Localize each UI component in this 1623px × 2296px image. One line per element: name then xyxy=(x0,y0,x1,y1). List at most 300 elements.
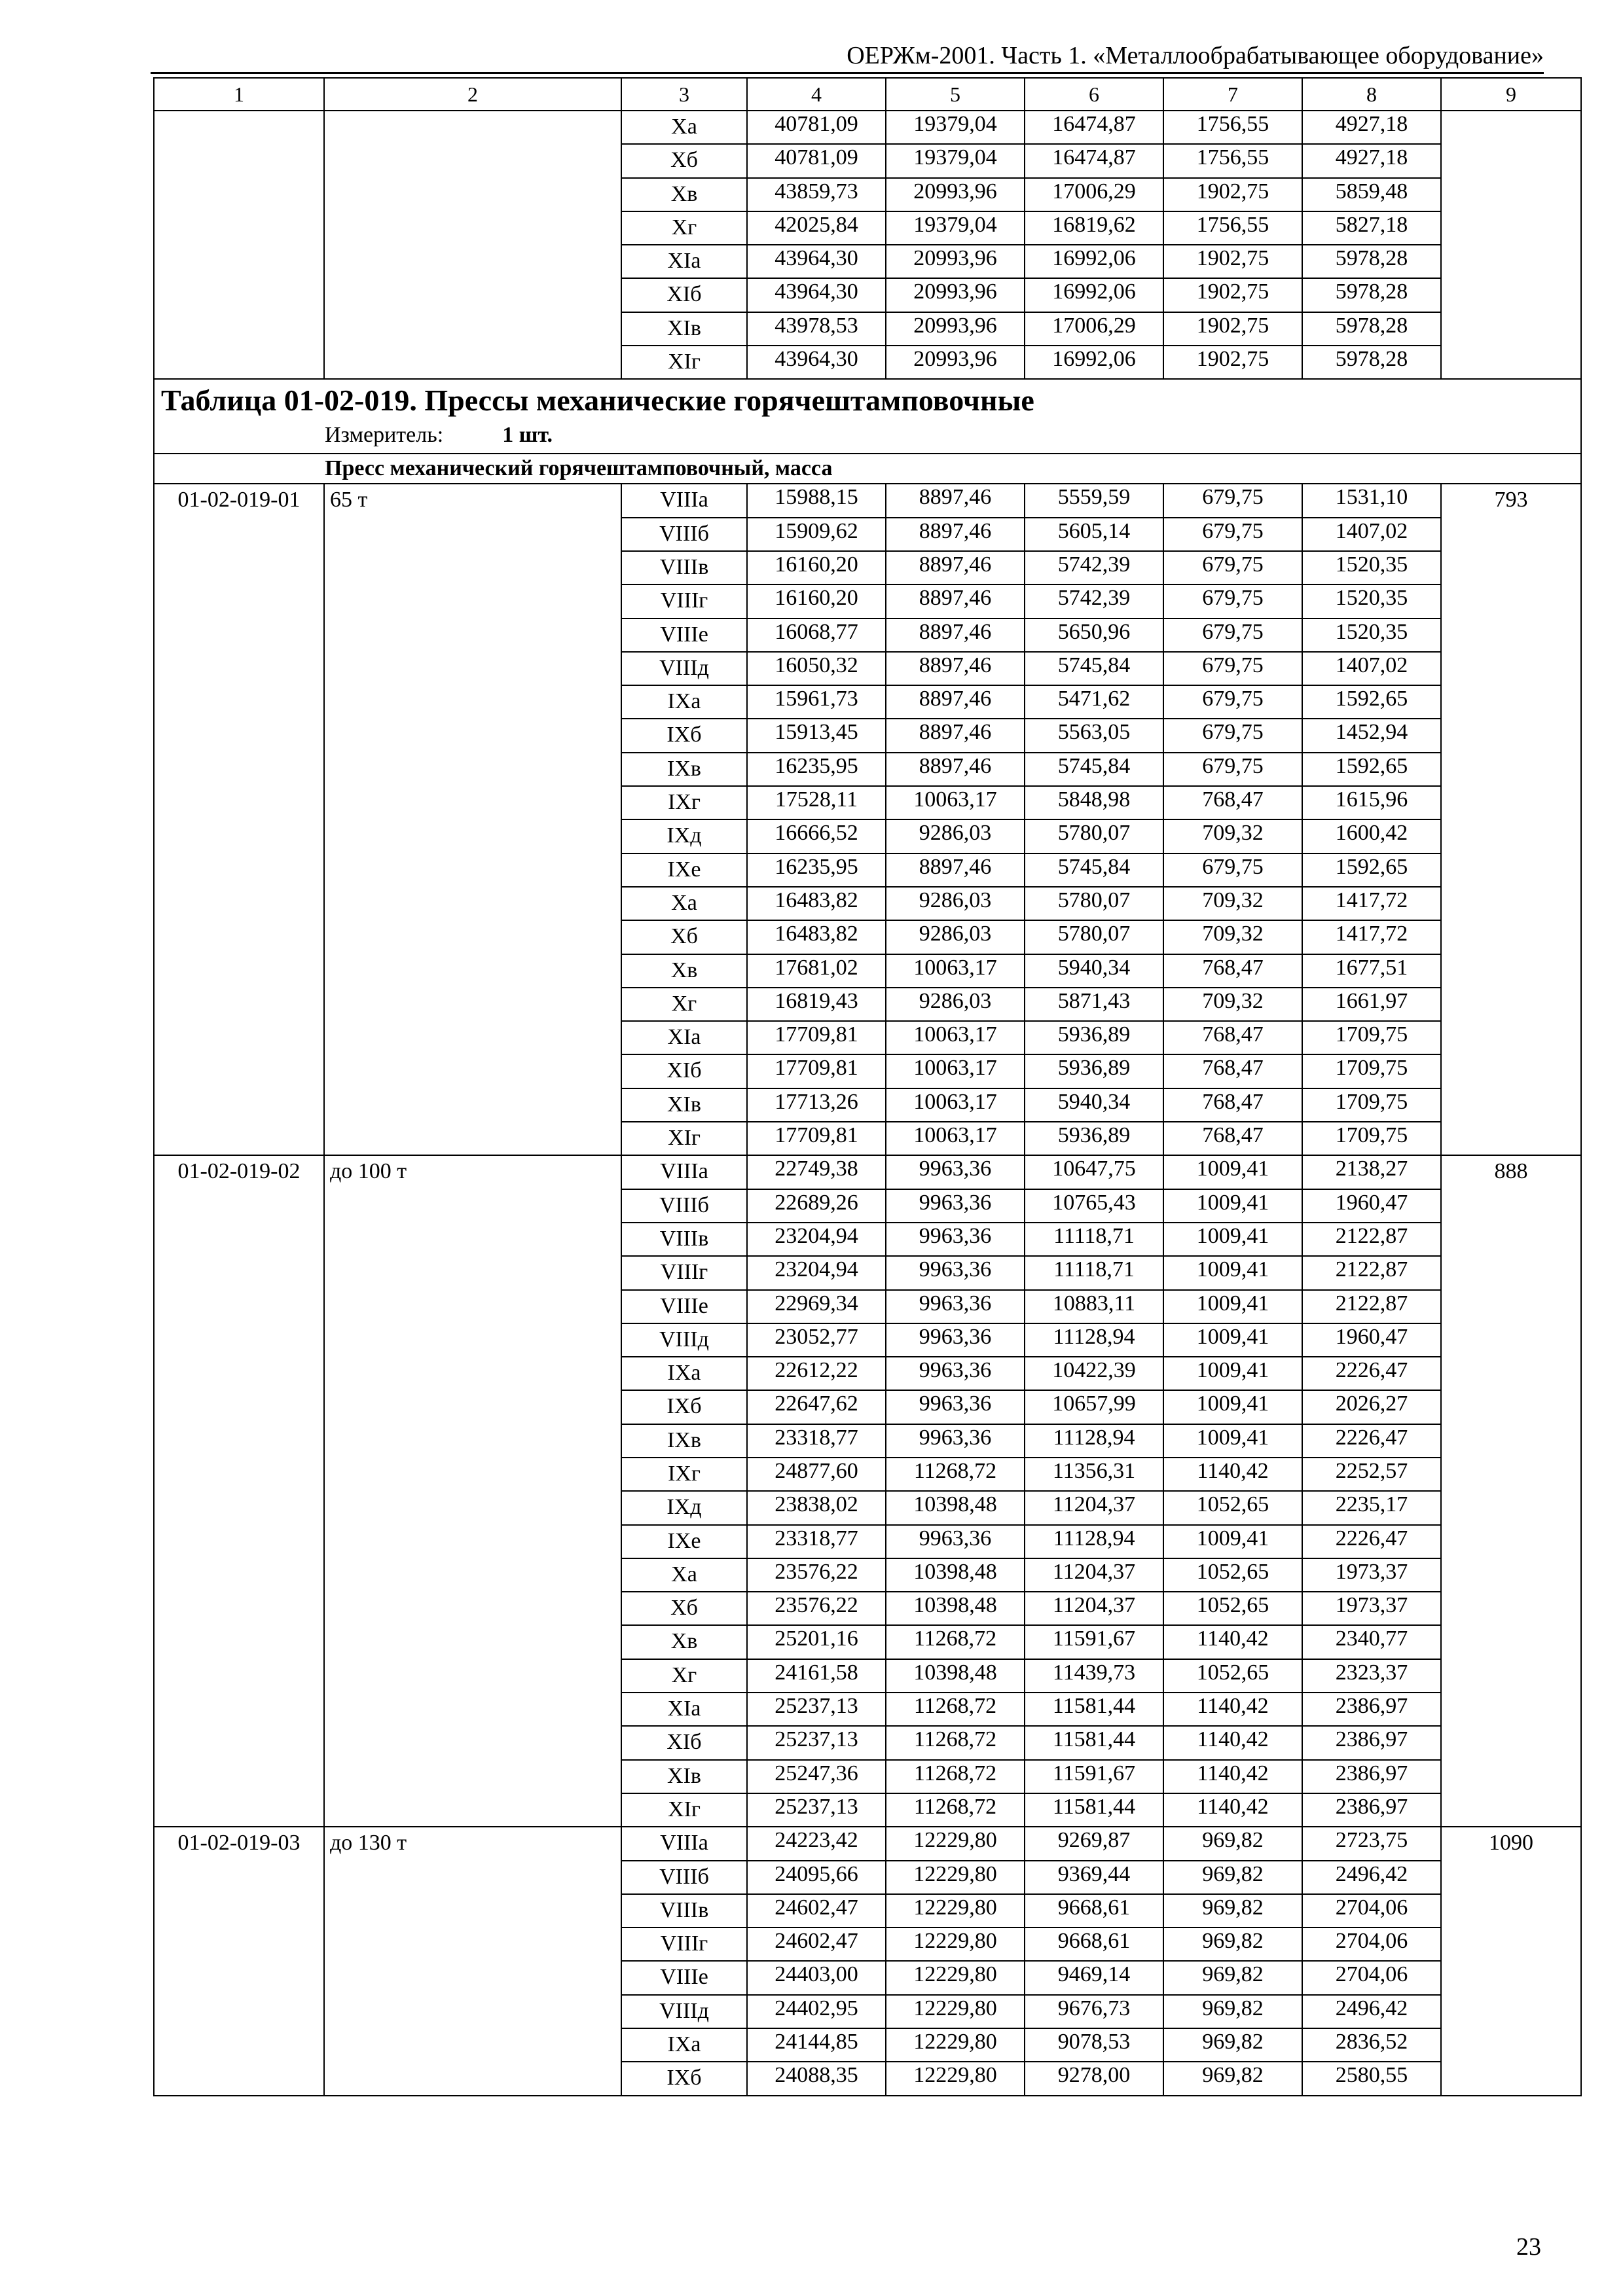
value-cell: 9963,36 xyxy=(886,1223,1025,1256)
value-cell: 768,47 xyxy=(1163,1021,1302,1054)
category-cell: VIIIе xyxy=(621,1961,747,1994)
value-cell: 1520,35 xyxy=(1302,551,1441,584)
value-cell: 969,82 xyxy=(1163,1894,1302,1928)
value-cell: 11581,44 xyxy=(1025,1793,1163,1827)
value-cell: 22689,26 xyxy=(747,1189,886,1223)
value-cell: 9676,73 xyxy=(1025,1995,1163,2028)
value-cell: 11204,37 xyxy=(1025,1491,1163,1524)
value-cell: 768,47 xyxy=(1163,786,1302,819)
value-cell: 22647,62 xyxy=(747,1390,886,1424)
header-rule xyxy=(151,72,1544,74)
value-cell: 22969,34 xyxy=(747,1290,886,1323)
value-cell: 1709,75 xyxy=(1302,1122,1441,1155)
column-number-row xyxy=(154,78,1581,111)
category-cell: Xа xyxy=(621,887,747,920)
category-cell: XIа xyxy=(621,245,747,278)
column-number: 5 xyxy=(886,78,1025,111)
value-cell: 15961,73 xyxy=(747,685,886,719)
value-cell: 679,75 xyxy=(1163,652,1302,685)
category-cell: XIа xyxy=(621,1021,747,1054)
value-cell: 16235,95 xyxy=(747,753,886,786)
value-cell: 1452,94 xyxy=(1302,719,1441,752)
value-cell: 2323,37 xyxy=(1302,1659,1441,1693)
column-number: 2 xyxy=(324,78,621,111)
name-cell: до 100 т xyxy=(324,1155,621,1827)
value-cell: 20993,96 xyxy=(886,346,1025,379)
running-header: ОЕРЖм-2001. Часть 1. «Металлообрабатывающее оборудование» xyxy=(847,42,1544,69)
value-cell: 5471,62 xyxy=(1025,685,1163,719)
value-cell: 1615,96 xyxy=(1302,786,1441,819)
value-cell: 25237,13 xyxy=(747,1726,886,1759)
value-cell: 11204,37 xyxy=(1025,1558,1163,1592)
value-cell: 12229,80 xyxy=(886,1861,1025,1894)
value-cell: 2704,06 xyxy=(1302,1894,1441,1928)
value-cell: 8897,46 xyxy=(886,584,1025,618)
value-cell: 2704,06 xyxy=(1302,1928,1441,1961)
value-cell: 1531,10 xyxy=(1302,484,1441,517)
value-cell: 768,47 xyxy=(1163,1054,1302,1088)
section-row xyxy=(154,454,1581,484)
value-cell: 23318,77 xyxy=(747,1424,886,1458)
value-cell: 2386,97 xyxy=(1302,1726,1441,1759)
value-cell: 20993,96 xyxy=(886,178,1025,211)
category-cell: IXг xyxy=(621,1458,747,1491)
value-cell: 679,75 xyxy=(1163,853,1302,887)
value-cell: 9963,36 xyxy=(886,1155,1025,1189)
value-cell: 679,75 xyxy=(1163,518,1302,551)
measure-label: Измеритель: xyxy=(325,423,444,448)
value-cell: 10883,11 xyxy=(1025,1290,1163,1323)
value-cell: 10063,17 xyxy=(886,1088,1025,1122)
value-cell: 23318,77 xyxy=(747,1525,886,1558)
value-cell: 8897,46 xyxy=(886,719,1025,752)
value-cell: 1140,42 xyxy=(1163,1458,1302,1491)
value-cell: 17528,11 xyxy=(747,786,886,819)
value-cell: 1009,41 xyxy=(1163,1424,1302,1458)
value-cell: 1756,55 xyxy=(1163,111,1302,144)
value-cell: 5563,05 xyxy=(1025,719,1163,752)
value-cell: 9286,03 xyxy=(886,920,1025,954)
category-cell: VIIIг xyxy=(621,1928,747,1961)
category-cell: Xа xyxy=(621,1558,747,1592)
value-cell: 11118,71 xyxy=(1025,1256,1163,1289)
table-title-cell xyxy=(154,379,1581,454)
value-cell: 10422,39 xyxy=(1025,1357,1163,1390)
value-cell: 16819,43 xyxy=(747,988,886,1021)
value-cell: 40781,09 xyxy=(747,144,886,177)
value-cell: 17709,81 xyxy=(747,1021,886,1054)
section-cell xyxy=(154,454,1581,484)
value-cell: 1052,65 xyxy=(1163,1592,1302,1625)
column-number: 9 xyxy=(1441,78,1581,111)
value-cell: 9286,03 xyxy=(886,819,1025,853)
value-cell: 16992,06 xyxy=(1025,245,1163,278)
category-cell: XIб xyxy=(621,1054,747,1088)
value-cell: 969,82 xyxy=(1163,1928,1302,1961)
value-cell: 5940,34 xyxy=(1025,1088,1163,1122)
value-cell: 24088,35 xyxy=(747,2062,886,2095)
value-cell: 5745,84 xyxy=(1025,652,1163,685)
category-cell: Xг xyxy=(621,1659,747,1693)
value-cell: 16483,82 xyxy=(747,920,886,954)
value-cell: 5936,89 xyxy=(1025,1122,1163,1155)
value-cell: 768,47 xyxy=(1163,1122,1302,1155)
value-cell: 10657,99 xyxy=(1025,1390,1163,1424)
category-cell: IXе xyxy=(621,1525,747,1558)
value-cell: 1600,42 xyxy=(1302,819,1441,853)
value-cell: 1140,42 xyxy=(1163,1760,1302,1793)
category-cell: XIг xyxy=(621,1793,747,1827)
value-cell: 10063,17 xyxy=(886,786,1025,819)
category-cell: VIIIб xyxy=(621,1861,747,1894)
value-cell: 2138,27 xyxy=(1302,1155,1441,1189)
value-cell: 11268,72 xyxy=(886,1760,1025,1793)
value-cell: 10398,48 xyxy=(886,1558,1025,1592)
value-cell: 5780,07 xyxy=(1025,887,1163,920)
value-cell: 2704,06 xyxy=(1302,1961,1441,1994)
value-cell: 1709,75 xyxy=(1302,1054,1441,1088)
value-cell: 10765,43 xyxy=(1025,1189,1163,1223)
value-cell: 1902,75 xyxy=(1163,346,1302,379)
value-cell: 2122,87 xyxy=(1302,1290,1441,1323)
value-cell: 17709,81 xyxy=(747,1122,886,1155)
value-cell: 1592,65 xyxy=(1302,753,1441,786)
category-cell: VIIIе xyxy=(621,1290,747,1323)
value-cell: 2580,55 xyxy=(1302,2062,1441,2095)
value-cell: 1661,97 xyxy=(1302,988,1441,1021)
value-cell: 16474,87 xyxy=(1025,111,1163,144)
category-cell: IXб xyxy=(621,1390,747,1424)
value-cell: 1052,65 xyxy=(1163,1558,1302,1592)
value-cell: 2026,27 xyxy=(1302,1390,1441,1424)
category-cell: IXб xyxy=(621,719,747,752)
value-cell: 1417,72 xyxy=(1302,887,1441,920)
value-cell: 1417,72 xyxy=(1302,920,1441,954)
value-cell: 25247,36 xyxy=(747,1760,886,1793)
value-cell: 4927,18 xyxy=(1302,111,1441,144)
value-cell: 5742,39 xyxy=(1025,551,1163,584)
value-cell: 5848,98 xyxy=(1025,786,1163,819)
value-cell: 9668,61 xyxy=(1025,1894,1163,1928)
category-cell: Xг xyxy=(621,211,747,245)
value-cell: 17709,81 xyxy=(747,1054,886,1088)
category-cell: VIIIв xyxy=(621,1223,747,1256)
value-cell: 11128,94 xyxy=(1025,1323,1163,1357)
page-number: 23 xyxy=(1516,2233,1541,2261)
category-cell: VIIIа xyxy=(621,484,747,517)
value-cell: 8897,46 xyxy=(886,619,1025,652)
value-cell: 16992,06 xyxy=(1025,278,1163,312)
value-cell: 1756,55 xyxy=(1163,211,1302,245)
value-cell: 1902,75 xyxy=(1163,278,1302,312)
value-cell: 11128,94 xyxy=(1025,1525,1163,1558)
value-cell: 16819,62 xyxy=(1025,211,1163,245)
category-cell: Xв xyxy=(621,1625,747,1659)
value-cell: 2496,42 xyxy=(1302,1861,1441,1894)
value-cell: 9269,87 xyxy=(1025,1827,1163,1860)
table-title-row xyxy=(154,379,1581,454)
value-cell: 12229,80 xyxy=(886,2028,1025,2062)
value-cell: 2496,42 xyxy=(1302,1995,1441,2028)
value-cell: 9963,36 xyxy=(886,1357,1025,1390)
column-number: 1 xyxy=(154,78,324,111)
value-cell: 2252,57 xyxy=(1302,1458,1441,1491)
table-row xyxy=(154,111,1581,144)
value-cell: 24161,58 xyxy=(747,1659,886,1693)
value-cell: 1009,41 xyxy=(1163,1189,1302,1223)
value-cell: 8897,46 xyxy=(886,484,1025,517)
value-cell: 10398,48 xyxy=(886,1659,1025,1693)
value-cell: 679,75 xyxy=(1163,719,1302,752)
value-cell: 15909,62 xyxy=(747,518,886,551)
value-cell: 1009,41 xyxy=(1163,1323,1302,1357)
value-cell: 1902,75 xyxy=(1163,178,1302,211)
column-number: 8 xyxy=(1302,78,1441,111)
category-cell: XIг xyxy=(621,346,747,379)
value-cell: 8897,46 xyxy=(886,518,1025,551)
value-cell: 10398,48 xyxy=(886,1592,1025,1625)
value-cell: 19379,04 xyxy=(886,111,1025,144)
value-cell: 9286,03 xyxy=(886,988,1025,1021)
value-cell: 679,75 xyxy=(1163,753,1302,786)
category-cell: IXа xyxy=(621,685,747,719)
value-cell: 1902,75 xyxy=(1163,312,1302,346)
value-cell: 11268,72 xyxy=(886,1693,1025,1726)
value-cell: 12229,80 xyxy=(886,1995,1025,2028)
value-cell: 11591,67 xyxy=(1025,1760,1163,1793)
value-cell: 5871,43 xyxy=(1025,988,1163,1021)
value-cell: 5559,59 xyxy=(1025,484,1163,517)
value-cell: 2340,77 xyxy=(1302,1625,1441,1659)
value-cell: 10398,48 xyxy=(886,1491,1025,1524)
category-cell: IXд xyxy=(621,1491,747,1524)
value-cell: 9469,14 xyxy=(1025,1961,1163,1994)
value-cell: 9286,03 xyxy=(886,887,1025,920)
value-cell: 19379,04 xyxy=(886,144,1025,177)
value-cell: 24877,60 xyxy=(747,1458,886,1491)
value-cell: 1009,41 xyxy=(1163,1155,1302,1189)
value-cell: 43964,30 xyxy=(747,346,886,379)
value-cell: 16068,77 xyxy=(747,619,886,652)
value-cell: 24095,66 xyxy=(747,1861,886,1894)
value-cell: 5827,18 xyxy=(1302,211,1441,245)
value-cell: 969,82 xyxy=(1163,1861,1302,1894)
value-cell: 1973,37 xyxy=(1302,1558,1441,1592)
value-cell: 22749,38 xyxy=(747,1155,886,1189)
value-cell: 5859,48 xyxy=(1302,178,1441,211)
value-cell: 9369,44 xyxy=(1025,1861,1163,1894)
value-cell: 1973,37 xyxy=(1302,1592,1441,1625)
column-number: 3 xyxy=(621,78,747,111)
value-cell: 19379,04 xyxy=(886,211,1025,245)
value-cell: 768,47 xyxy=(1163,1088,1302,1122)
value-cell: 12229,80 xyxy=(886,2062,1025,2095)
section-title: Пресс механический горячештамповочный, масса xyxy=(325,456,833,481)
value-cell: 11268,72 xyxy=(886,1625,1025,1659)
category-cell: Xб xyxy=(621,920,747,954)
value-cell: 17713,26 xyxy=(747,1088,886,1122)
measure-value: 1 шт. xyxy=(502,423,553,448)
price-table xyxy=(153,77,1582,2096)
category-cell: IXе xyxy=(621,853,747,887)
category-cell: XIа xyxy=(621,1693,747,1726)
value-cell: 1009,41 xyxy=(1163,1256,1302,1289)
category-cell: Xг xyxy=(621,988,747,1021)
value-cell: 23052,77 xyxy=(747,1323,886,1357)
table-row xyxy=(154,1155,1581,1189)
code-cell: 01-02-019-02 xyxy=(154,1155,324,1827)
category-cell: IXг xyxy=(621,786,747,819)
value-cell: 12229,80 xyxy=(886,1961,1025,1994)
value-cell: 1592,65 xyxy=(1302,853,1441,887)
value-cell: 5745,84 xyxy=(1025,853,1163,887)
category-cell: VIIIг xyxy=(621,584,747,618)
code-cell: 01-02-019-01 xyxy=(154,484,324,1155)
category-cell: IXа xyxy=(621,2028,747,2062)
value-cell: 24402,95 xyxy=(747,1995,886,2028)
value-cell: 11439,73 xyxy=(1025,1659,1163,1693)
name-cell: до 130 т xyxy=(324,1827,621,2095)
value-cell: 1407,02 xyxy=(1302,518,1441,551)
value-cell: 1407,02 xyxy=(1302,652,1441,685)
value-cell: 5978,28 xyxy=(1302,346,1441,379)
value-cell: 11591,67 xyxy=(1025,1625,1163,1659)
value-cell: 9963,36 xyxy=(886,1290,1025,1323)
value-cell: 1756,55 xyxy=(1163,144,1302,177)
value-cell: 8897,46 xyxy=(886,652,1025,685)
col9-cell xyxy=(1441,111,1581,379)
value-cell: 42025,84 xyxy=(747,211,886,245)
category-cell: XIв xyxy=(621,312,747,346)
value-cell: 16666,52 xyxy=(747,819,886,853)
category-cell: XIб xyxy=(621,1726,747,1759)
value-cell: 20993,96 xyxy=(886,278,1025,312)
value-cell: 5936,89 xyxy=(1025,1054,1163,1088)
value-cell: 2226,47 xyxy=(1302,1424,1441,1458)
value-cell: 1902,75 xyxy=(1163,245,1302,278)
value-cell: 1009,41 xyxy=(1163,1390,1302,1424)
value-cell: 1709,75 xyxy=(1302,1088,1441,1122)
value-cell: 679,75 xyxy=(1163,619,1302,652)
value-cell: 10063,17 xyxy=(886,1054,1025,1088)
value-cell: 4927,18 xyxy=(1302,144,1441,177)
value-cell: 11204,37 xyxy=(1025,1592,1163,1625)
value-cell: 5978,28 xyxy=(1302,245,1441,278)
measure-line xyxy=(161,420,1580,453)
name-cell xyxy=(324,111,621,379)
value-cell: 1960,47 xyxy=(1302,1323,1441,1357)
value-cell: 23204,94 xyxy=(747,1223,886,1256)
value-cell: 969,82 xyxy=(1163,2062,1302,2095)
value-cell: 2723,75 xyxy=(1302,1827,1441,1860)
value-cell: 679,75 xyxy=(1163,551,1302,584)
category-cell: Xа xyxy=(621,111,747,144)
value-cell: 16992,06 xyxy=(1025,346,1163,379)
category-cell: Xв xyxy=(621,178,747,211)
value-cell: 23838,02 xyxy=(747,1491,886,1524)
value-cell: 5780,07 xyxy=(1025,819,1163,853)
category-cell: Xв xyxy=(621,954,747,988)
value-cell: 16474,87 xyxy=(1025,144,1163,177)
value-cell: 5978,28 xyxy=(1302,278,1441,312)
value-cell: 5745,84 xyxy=(1025,753,1163,786)
value-cell: 1009,41 xyxy=(1163,1525,1302,1558)
value-cell: 5742,39 xyxy=(1025,584,1163,618)
value-cell: 1140,42 xyxy=(1163,1726,1302,1759)
value-cell: 20993,96 xyxy=(886,245,1025,278)
value-cell: 43964,30 xyxy=(747,278,886,312)
category-cell: VIIIд xyxy=(621,652,747,685)
value-cell: 2235,17 xyxy=(1302,1491,1441,1524)
value-cell: 1520,35 xyxy=(1302,584,1441,618)
category-cell: VIIIб xyxy=(621,518,747,551)
value-cell: 8897,46 xyxy=(886,551,1025,584)
category-cell: XIв xyxy=(621,1088,747,1122)
value-cell: 768,47 xyxy=(1163,954,1302,988)
value-cell: 24602,47 xyxy=(747,1894,886,1928)
value-cell: 679,75 xyxy=(1163,685,1302,719)
value-cell: 43964,30 xyxy=(747,245,886,278)
value-cell: 709,32 xyxy=(1163,988,1302,1021)
value-cell: 12229,80 xyxy=(886,1928,1025,1961)
value-cell: 16235,95 xyxy=(747,853,886,887)
value-cell: 9963,36 xyxy=(886,1256,1025,1289)
value-cell: 1140,42 xyxy=(1163,1793,1302,1827)
category-cell: IXв xyxy=(621,1424,747,1458)
value-cell: 9963,36 xyxy=(886,1525,1025,1558)
value-cell: 1009,41 xyxy=(1163,1357,1302,1390)
value-cell: 10063,17 xyxy=(886,1122,1025,1155)
value-cell: 16160,20 xyxy=(747,551,886,584)
value-cell: 9078,53 xyxy=(1025,2028,1163,2062)
value-cell: 1140,42 xyxy=(1163,1625,1302,1659)
value-cell: 20993,96 xyxy=(886,312,1025,346)
value-cell: 969,82 xyxy=(1163,2028,1302,2062)
value-cell: 709,32 xyxy=(1163,920,1302,954)
value-cell: 5605,14 xyxy=(1025,518,1163,551)
value-cell: 10063,17 xyxy=(886,1021,1025,1054)
category-cell: VIIIв xyxy=(621,551,747,584)
value-cell: 16483,82 xyxy=(747,887,886,920)
value-cell: 11118,71 xyxy=(1025,1223,1163,1256)
code-cell xyxy=(154,111,324,379)
value-cell: 1009,41 xyxy=(1163,1223,1302,1256)
value-cell: 2386,97 xyxy=(1302,1693,1441,1726)
category-cell: IXд xyxy=(621,819,747,853)
value-cell: 2836,52 xyxy=(1302,2028,1441,2062)
value-cell: 2386,97 xyxy=(1302,1760,1441,1793)
category-cell: IXб xyxy=(621,2062,747,2095)
category-cell: IXа xyxy=(621,1357,747,1390)
table-title: Таблица 01-02-019. Прессы механические горячештамповочные xyxy=(161,384,1034,418)
value-cell: 1052,65 xyxy=(1163,1491,1302,1524)
name-cell: 65 т xyxy=(324,484,621,1155)
category-cell: VIIIб xyxy=(621,1189,747,1223)
category-cell: VIIIа xyxy=(621,1827,747,1860)
value-cell: 2226,47 xyxy=(1302,1357,1441,1390)
value-cell: 11356,31 xyxy=(1025,1458,1163,1491)
value-cell: 10063,17 xyxy=(886,954,1025,988)
value-cell: 23576,22 xyxy=(747,1558,886,1592)
value-cell: 15913,45 xyxy=(747,719,886,752)
value-cell: 5780,07 xyxy=(1025,920,1163,954)
value-cell: 1140,42 xyxy=(1163,1693,1302,1726)
value-cell: 8897,46 xyxy=(886,753,1025,786)
value-cell: 23204,94 xyxy=(747,1256,886,1289)
value-cell: 11268,72 xyxy=(886,1726,1025,1759)
value-cell: 12229,80 xyxy=(886,1894,1025,1928)
category-cell: VIIIд xyxy=(621,1323,747,1357)
